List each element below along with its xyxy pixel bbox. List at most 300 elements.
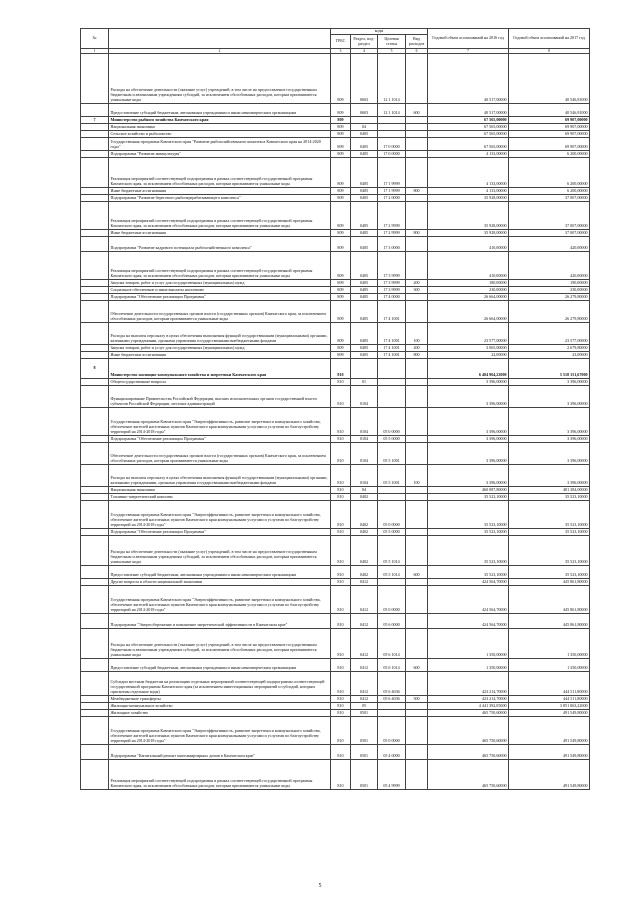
row-target-article: 17 4 1001	[378, 323, 406, 345]
column-index: 2	[109, 49, 331, 54]
row-number	[81, 717, 109, 745]
row-expense-type	[406, 745, 428, 760]
row-grbs: 810	[331, 436, 351, 443]
row-section: 0405	[351, 188, 378, 195]
row-target-article: 05 4 9999	[378, 760, 406, 790]
row-amount-2017: 3 396,00000	[509, 465, 590, 487]
row-amount-2016: 67 565,00000	[428, 131, 509, 138]
row-number	[81, 703, 109, 710]
row-amount-2016: 67 565,00000	[428, 138, 509, 151]
row-name: Межбюджетные трансферты	[109, 696, 331, 703]
table-row	[81, 760, 590, 790]
row-grbs: 809	[331, 54, 351, 104]
table-row	[81, 230, 590, 237]
table-row	[81, 696, 590, 703]
row-section: 0405	[351, 287, 378, 294]
row-name: Расходы на выплаты персоналу в целях обеспечения выполнения функций государственными (муниципальными) органами, казенными учреждениями, органами управления государственными внебюджетными фондами	[109, 465, 331, 487]
row-target-article: 05 0 0000	[378, 586, 406, 614]
row-expense-type	[406, 131, 428, 138]
row-section: 0402	[351, 529, 378, 536]
table-row	[81, 188, 590, 195]
row-amount-2016: 67 565,00000	[428, 117, 509, 124]
row-name: Топливно-энергетический комплекс	[109, 494, 331, 501]
table-row	[81, 252, 590, 280]
row-section: 0501	[351, 717, 378, 745]
row-section	[351, 117, 378, 124]
row-name: Закупка товаров, работ и услуг для государственных (муниципальных) нужд	[109, 280, 331, 287]
row-target-article: 17 3 9999	[378, 252, 406, 280]
row-expense-type	[406, 124, 428, 131]
row-target-article: 12 1 1014	[378, 104, 406, 117]
row-grbs: 809	[331, 195, 351, 202]
row-amount-2017: 23 577,00000	[509, 323, 590, 345]
table-row	[81, 287, 590, 294]
row-expense-type: 600	[406, 659, 428, 672]
row-grbs: 810	[331, 529, 351, 536]
row-number	[81, 659, 109, 672]
row-amount-2017: 69 907,00000	[509, 117, 590, 124]
row-section: 0402	[351, 494, 378, 501]
row-grbs: 810	[331, 710, 351, 717]
row-target-article: 05 6 4036	[378, 672, 406, 696]
row-target-article: 17 3 9999	[378, 280, 406, 287]
row-target-article: 17 1 9999	[378, 188, 406, 195]
row-amount-2017: 3 851 063,22000	[509, 703, 590, 710]
row-expense-type	[406, 138, 428, 151]
row-amount-2017: 190,00000	[509, 280, 590, 287]
row-number	[81, 379, 109, 386]
row-name: Обеспечение деятельности государственных органов власти (государственных органов) Камчатского края, за исключением обособленных расходов, которым присваиваются уникальные коды	[109, 301, 331, 323]
column-index: 3	[331, 49, 351, 54]
row-target-article	[378, 494, 406, 501]
row-section: 0412	[351, 696, 378, 703]
row-expense-type	[406, 359, 428, 379]
row-grbs: 810	[331, 443, 351, 465]
row-amount-2017: 35 523,10000	[509, 494, 590, 501]
row-amount-2017: 491 549,80000	[509, 717, 590, 745]
row-target-article	[378, 710, 406, 717]
table-row	[81, 672, 590, 696]
row-amount-2016: 67 565,00000	[428, 124, 509, 131]
row-target-article: 05 5 0000	[378, 529, 406, 536]
row-expense-type	[406, 536, 428, 566]
row-amount-2016: 4 133,00000	[428, 188, 509, 195]
row-section: 0402	[351, 501, 378, 529]
row-section: 0412	[351, 579, 378, 586]
row-amount-2016: 180,00000	[428, 280, 509, 287]
row-amount-2016: 423 214,70000	[428, 696, 509, 703]
row-section: 0405	[351, 237, 378, 252]
row-number	[81, 230, 109, 237]
table-row	[81, 659, 590, 672]
row-name: Государственная программа Камчатского края "Развитие рыбохозяйственного комплекса Камчатского края на 2014-2020 годы"	[109, 138, 331, 151]
row-grbs: 809	[331, 301, 351, 323]
row-section: 0104	[351, 386, 378, 408]
row-target-article: 05 0 0000	[378, 408, 406, 436]
row-expense-type: 300	[406, 287, 428, 294]
row-amount-2016: 1 350,00000	[428, 659, 509, 672]
row-name: Общегосударственные вопросы	[109, 379, 331, 386]
row-amount-2017: 23,00000	[509, 352, 590, 359]
row-target-article: 17 2 0000	[378, 195, 406, 202]
row-amount-2017: 35 523,10000	[509, 529, 590, 536]
row-amount-2017: 445 861,80000	[509, 579, 590, 586]
row-number	[81, 672, 109, 696]
table-row	[81, 487, 590, 494]
table-row	[81, 386, 590, 408]
row-expense-type	[406, 195, 428, 202]
row-number	[81, 151, 109, 158]
row-amount-2016: 35 928,00000	[428, 202, 509, 230]
table-row	[81, 301, 590, 323]
row-grbs: 810	[331, 465, 351, 487]
row-number	[81, 614, 109, 629]
row-amount-2017: 35 523,10000	[509, 566, 590, 579]
row-grbs: 809	[331, 237, 351, 252]
column-index: 8	[509, 49, 590, 54]
row-amount-2016: 3 396,00000	[428, 443, 509, 465]
row-name: Расходы на обеспечение деятельности (оказание услуг) учреждений, в том числе на предоставление государственным бюджетным и автономным учреждениям субсидий, за исключением обособленных расходов, которым присваиваются уникальные коды	[109, 629, 331, 659]
row-amount-2016: 230,00000	[428, 287, 509, 294]
table-row	[81, 131, 590, 138]
row-amount-2017: 69 907,00000	[509, 124, 590, 131]
row-section: 0405	[351, 301, 378, 323]
row-name: Функционирование Правительства Российской Федерации, высших исполнительных органов государственной власти субъектов Российской Федерации, местных администраций	[109, 386, 331, 408]
row-amount-2017: 481 384,00000	[509, 487, 590, 494]
row-number	[81, 408, 109, 436]
row-section: 05	[351, 703, 378, 710]
row-section: 04	[351, 124, 378, 131]
row-section: 0412	[351, 659, 378, 672]
row-target-article: 12 1 1014	[378, 54, 406, 104]
row-target-article	[378, 131, 406, 138]
column-index: 1	[81, 49, 109, 54]
row-section: 0501	[351, 710, 378, 717]
row-name: Подпрограмма "Капитальный ремонт многоквартирных домов в Камчатском крае"	[109, 745, 331, 760]
table-row	[81, 717, 590, 745]
row-grbs: 810	[331, 629, 351, 659]
row-number: 7	[81, 117, 109, 124]
row-name: Подпрограмма "Развитие аквакультуры"	[109, 151, 331, 158]
row-target-article	[378, 579, 406, 586]
row-amount-2016: 35 523,10000	[428, 494, 509, 501]
header-num: №	[81, 29, 109, 49]
row-amount-2017: 3 396,00000	[509, 379, 590, 386]
row-target-article: 05 5 1001	[378, 465, 406, 487]
row-amount-2017: 491 549,80000	[509, 745, 590, 760]
row-target-article: 05 5 1014	[378, 566, 406, 579]
row-grbs: 809	[331, 345, 351, 352]
row-section: 0405	[351, 280, 378, 287]
row-target-article: 17 3 0000	[378, 237, 406, 252]
row-grbs: 810	[331, 579, 351, 586]
table-row	[81, 379, 590, 386]
row-grbs: 810	[331, 494, 351, 501]
row-amount-2017: 69 907,00000	[509, 131, 590, 138]
row-section: 01	[351, 379, 378, 386]
row-expense-type	[406, 710, 428, 717]
row-target-article: 05 5 1001	[378, 443, 406, 465]
table-row	[81, 443, 590, 465]
row-target-article: 17 4 1001	[378, 345, 406, 352]
row-section: 0412	[351, 614, 378, 629]
row-number	[81, 745, 109, 760]
row-amount-2016: 26 664,00000	[428, 294, 509, 301]
row-name: Субсидии местным бюджетам на реализацию отдельных мероприятий соответствующей подпрограммы соответствующей государственной программы Камчатского края (за исключением инвестиционных мероприятий и субсидий, которым присвоены отдельные коды)	[109, 672, 331, 696]
header-name	[109, 29, 331, 49]
row-number	[81, 294, 109, 301]
row-number	[81, 443, 109, 465]
header-grbs: ГРБС	[331, 35, 351, 49]
table-body	[81, 54, 590, 790]
row-amount-2016: 40 517,00000	[428, 104, 509, 117]
row-section: 0603	[351, 54, 378, 104]
row-expense-type: 100	[406, 323, 428, 345]
row-number	[81, 386, 109, 408]
table-row	[81, 745, 590, 760]
row-amount-2016: 424 564,70000	[428, 586, 509, 614]
header-codes: коды	[331, 29, 428, 35]
row-number	[81, 301, 109, 323]
row-amount-2017: 445 861,80000	[509, 614, 590, 629]
row-grbs: 809	[331, 252, 351, 280]
row-name: Предоставление субсидий бюджетным, автономным учреждениям и иным некоммерческим организациям	[109, 659, 331, 672]
row-number	[81, 188, 109, 195]
row-target-article: 05 0 0000	[378, 501, 406, 529]
table-row	[81, 614, 590, 629]
row-grbs: 809	[331, 131, 351, 138]
table-row	[81, 566, 590, 579]
row-amount-2016: 465 750,60000	[428, 745, 509, 760]
row-grbs: 810	[331, 408, 351, 436]
row-name: Подпрограмма "Энергосбережение и повышение энергетической эффективности в Камчатском крае"	[109, 614, 331, 629]
table-row	[81, 104, 590, 117]
table-row	[81, 54, 590, 104]
row-name: Расходы на обеспечение деятельности (оказание услуг) учреждений, в том числе на предоставление государственным бюджетным и автономным учреждениям субсидий, за исключением обособленных расходов, которым присваиваются уникальные коды	[109, 536, 331, 566]
row-grbs: 809	[331, 104, 351, 117]
row-target-article: 17 0 0000	[378, 151, 406, 158]
row-expense-type: 800	[406, 230, 428, 237]
table-row	[81, 345, 590, 352]
row-amount-2016: 3 396,00000	[428, 465, 509, 487]
table-row	[81, 710, 590, 717]
row-grbs: 809	[331, 158, 351, 188]
row-target-article	[378, 117, 406, 124]
row-name: Реализация мероприятий соответствующей подпрограммы в рамках соответствующей государственной программы Камчатского края, за исключением обособленных расходов, которым присваиваются уникальные коды	[109, 202, 331, 230]
row-amount-2017: 40 546,81000	[509, 54, 590, 104]
row-number	[81, 345, 109, 352]
row-grbs: 809	[331, 124, 351, 131]
row-section: 0405	[351, 138, 378, 151]
row-amount-2017: 445 861,80000	[509, 586, 590, 614]
row-grbs: 809	[331, 287, 351, 294]
row-section: 0405	[351, 323, 378, 345]
row-expense-type: 800	[406, 352, 428, 359]
row-expense-type	[406, 703, 428, 710]
row-target-article: 05 6 1014	[378, 659, 406, 672]
row-number	[81, 280, 109, 287]
row-amount-2016: 410,00000	[428, 237, 509, 252]
row-grbs: 810	[331, 386, 351, 408]
row-name: Подпрограмма "Обеспечение реализации Программы"	[109, 294, 331, 301]
table-row	[81, 408, 590, 436]
table-row	[81, 237, 590, 252]
row-section: 0501	[351, 745, 378, 760]
row-target-article: 17 4 1001	[378, 301, 406, 323]
row-expense-type	[406, 501, 428, 529]
row-number: 8	[81, 359, 109, 379]
row-amount-2017: 230,00000	[509, 287, 590, 294]
row-number	[81, 760, 109, 790]
row-amount-2016: 1 350,00000	[428, 629, 509, 659]
row-expense-type	[406, 436, 428, 443]
row-amount-2016: 6 404 964,22000	[428, 359, 509, 379]
row-target-article	[378, 487, 406, 494]
row-number	[81, 536, 109, 566]
row-number	[81, 54, 109, 104]
row-amount-2017: 1 350,00000	[509, 659, 590, 672]
row-name: Национальная экономика	[109, 487, 331, 494]
row-section: 0603	[351, 104, 378, 117]
row-expense-type	[406, 614, 428, 629]
row-grbs: 810	[331, 536, 351, 566]
row-name: Государственная программа Камчатского края "Энергоэффективность, развитие энергетики и коммунального хозяйства, обеспечение жителей населенных пунктов Камчатского края коммунальными услугами и услугами по благоустройству территорий на 2014-2018 годы"	[109, 408, 331, 436]
row-number	[81, 566, 109, 579]
row-amount-2017: 2 679,80000	[509, 345, 590, 352]
row-section: 0405	[351, 352, 378, 359]
row-target-article: 05 6 4036	[378, 696, 406, 703]
row-name: Социальное обеспечение и иные выплаты населению	[109, 287, 331, 294]
row-name: Государственная программа Камчатского края "Энергоэффективность, развитие энергетики и коммунального хозяйства, обеспечение жителей населенных пунктов Камчатского края коммунальными услугами и услугами по благоустройству территорий на 2014-2018 годы"	[109, 501, 331, 529]
row-section: 0104	[351, 465, 378, 487]
row-name: Подпрограмма "Обеспечение реализации Программы"	[109, 529, 331, 536]
table-header	[81, 29, 590, 54]
row-expense-type	[406, 117, 428, 124]
row-amount-2017: 40 546,81000	[509, 104, 590, 117]
row-amount-2017: 3 396,00000	[509, 443, 590, 465]
row-target-article	[378, 386, 406, 408]
table-row	[81, 195, 590, 202]
header-target-article: Целевая статья	[378, 35, 406, 49]
row-grbs: 809	[331, 117, 351, 124]
row-number	[81, 104, 109, 117]
row-amount-2017: 37 007,00000	[509, 202, 590, 230]
row-number	[81, 465, 109, 487]
row-expense-type	[406, 672, 428, 696]
row-number	[81, 501, 109, 529]
row-name: Реализация мероприятий соответствующей подпрограммы в рамках соответствующей государственной программы Камчатского края, за исключением обособленных расходов, которым присваиваются уникальные коды	[109, 252, 331, 280]
row-target-article: 05 0 0000	[378, 717, 406, 745]
budget-table-sheet	[80, 28, 589, 790]
row-amount-2016: 3 396,00000	[428, 386, 509, 408]
row-section: 0104	[351, 443, 378, 465]
row-number	[81, 252, 109, 280]
row-expense-type	[406, 443, 428, 465]
row-section: 0405	[351, 158, 378, 188]
row-name: Жилищно-коммунальное хозяйство	[109, 703, 331, 710]
row-expense-type	[406, 301, 428, 323]
row-expense-type	[406, 379, 428, 386]
row-expense-type	[406, 494, 428, 501]
table-row	[81, 465, 590, 487]
table-row	[81, 124, 590, 131]
row-name: Расходы на выплаты персоналу в целях обеспечения выполнения функций государственными (муниципальными) органами, казенными учреждениями, органами управления государственными внебюджетными фондами	[109, 323, 331, 345]
row-number	[81, 124, 109, 131]
row-amount-2016: 35 928,00000	[428, 230, 509, 237]
row-expense-type	[406, 151, 428, 158]
row-grbs: 810	[331, 760, 351, 790]
row-name: Сельское хозяйство и рыболовство	[109, 131, 331, 138]
table-row	[81, 359, 590, 379]
row-amount-2016: 4 133,00000	[428, 151, 509, 158]
row-target-article: 05 5 0000	[378, 436, 406, 443]
row-expense-type	[406, 529, 428, 536]
row-section: 0104	[351, 436, 378, 443]
row-amount-2017: 1 350,00000	[509, 629, 590, 659]
row-target-article: 05 5 1014	[378, 536, 406, 566]
row-expense-type	[406, 202, 428, 230]
row-grbs: 810	[331, 672, 351, 696]
row-amount-2016: 23 577,00000	[428, 323, 509, 345]
row-grbs: 810	[331, 745, 351, 760]
row-amount-2016: 4 441 392,05000	[428, 703, 509, 710]
row-amount-2016: 410,00000	[428, 252, 509, 280]
row-grbs: 810	[331, 359, 351, 379]
row-target-article: 05 4 0000	[378, 745, 406, 760]
row-name: Расходы на обеспечение деятельности (оказание услуг) учреждений, в том числе на предоставление государственным бюджетным и автономным учреждениям субсидий, за исключением обособленных расходов, которым присваиваются уникальные коды	[109, 54, 331, 104]
table-row	[81, 703, 590, 710]
row-target-article	[378, 379, 406, 386]
budget-table	[80, 28, 590, 790]
row-target-article: 17 4 1001	[378, 352, 406, 359]
row-expense-type: 800	[406, 188, 428, 195]
row-grbs: 810	[331, 659, 351, 672]
row-amount-2017: 6 200,00000	[509, 151, 590, 158]
row-amount-2017: 3 396,00000	[509, 436, 590, 443]
row-amount-2016: 35 523,10000	[428, 501, 509, 529]
row-name: Реализация мероприятий соответствующей подпрограммы в рамках соответствующей государственной программы Камчатского края, за исключением обособленных расходов, которым присваиваются уникальные коды	[109, 760, 331, 790]
row-grbs: 810	[331, 566, 351, 579]
row-expense-type	[406, 237, 428, 252]
row-amount-2017: 26 279,80000	[509, 301, 590, 323]
row-expense-type	[406, 579, 428, 586]
row-grbs: 809	[331, 352, 351, 359]
table-row	[81, 323, 590, 345]
row-expense-type: 600	[406, 104, 428, 117]
row-number	[81, 579, 109, 586]
row-grbs: 809	[331, 202, 351, 230]
table-row	[81, 138, 590, 151]
row-expense-type	[406, 760, 428, 790]
header-year-2017: Годовой объем ассигнований на 2017 год	[509, 29, 590, 49]
row-expense-type	[406, 252, 428, 280]
row-section: 0405	[351, 151, 378, 158]
row-section: 0104	[351, 408, 378, 436]
row-amount-2017: 69 907,00000	[509, 138, 590, 151]
row-section: 0405	[351, 230, 378, 237]
row-amount-2016: 424 564,70000	[428, 614, 509, 629]
row-expense-type	[406, 54, 428, 104]
table-row	[81, 529, 590, 536]
table-row	[81, 151, 590, 158]
header-year-2016: Годовой объем ассигнований на 2016 год	[428, 29, 509, 49]
row-amount-2016: 35 523,10000	[428, 566, 509, 579]
row-section: 0402	[351, 566, 378, 579]
row-section: 0405	[351, 195, 378, 202]
column-index: 4	[351, 49, 378, 54]
row-expense-type: 600	[406, 566, 428, 579]
header-expense-type: Вид расходов	[406, 35, 428, 49]
